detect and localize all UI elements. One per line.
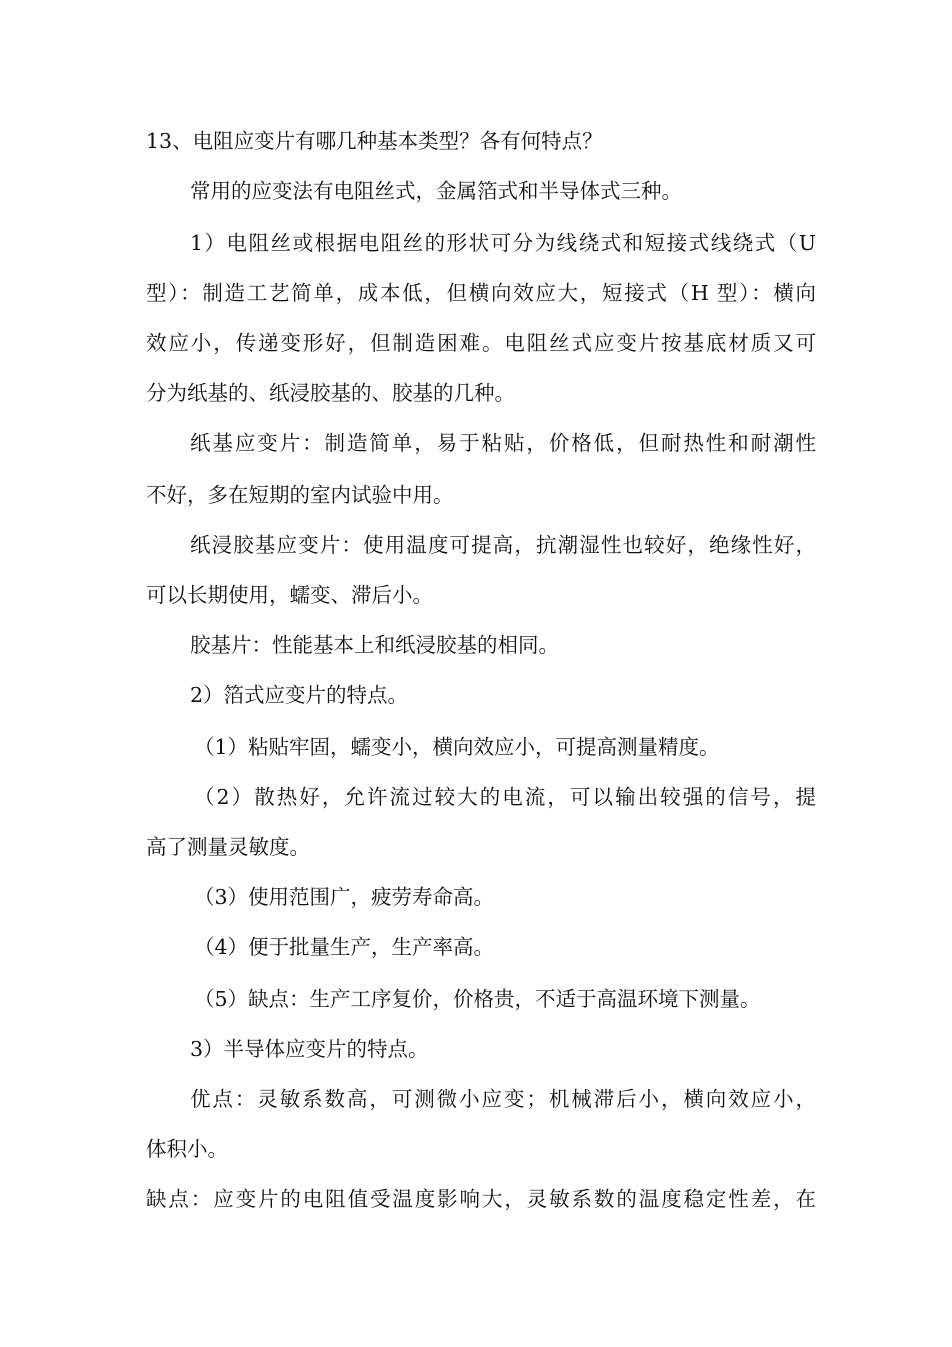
resistance-wire-line-2: 型）：制造工艺简单，成本低，但横向效应大，短接式（H 型）：横向	[146, 281, 816, 305]
foil-heading: 2）箔式应变片的特点。	[190, 683, 409, 707]
foil-point-2-line-1: （2）散热好，允许流过较大的电流，可以输出较强的信号，提	[194, 785, 816, 809]
paper-glue-base-line-1: 纸浸胶基应变片：使用温度可提高，抗潮湿性也较好，绝缘性好，	[190, 533, 816, 557]
foil-point-2-line-2: 高了测量灵敏度。	[146, 835, 310, 859]
foil-point-1: （1）粘贴牢固，蠕变小，横向效应小，可提高测量精度。	[194, 735, 720, 759]
resistance-wire-line-4: 分为纸基的、纸浸胶基的、胶基的几种。	[146, 381, 515, 405]
resistance-wire-line-3: 效应小，传递变形好，但制造困难。电阻丝式应变片按基底材质又可	[146, 331, 816, 355]
intro-paragraph: 常用的应变法有电阻丝式，金属箔式和半导体式三种。	[190, 179, 682, 203]
paper-base-line-2: 不好，多在短期的室内试验中用。	[146, 483, 454, 507]
foil-point-4: （4）便于批量生产，生产率高。	[194, 935, 495, 959]
glue-base-paragraph: 胶基片：性能基本上和纸浸胶基的相同。	[190, 633, 559, 657]
disadvantages-line-1: 缺点：应变片的电阻值受温度影响大，灵敏系数的温度稳定性差，在	[146, 1187, 816, 1211]
foil-point-3: （3）使用范围广，疲劳寿命高。	[194, 885, 495, 909]
paper-base-line-1: 纸基应变片：制造简单，易于粘贴，价格低，但耐热性和耐潮性	[190, 431, 816, 455]
advantages-line-2: 体积小。	[146, 1137, 228, 1161]
advantages-line-1: 优点：灵敏系数高，可测微小应变；机械滞后小，横向效应小，	[190, 1087, 816, 1111]
resistance-wire-line-1: 1）电阻丝或根据电阻丝的形状可分为线绕式和短接式线绕式（U	[190, 231, 816, 255]
foil-point-5: （5）缺点：生产工序复价，价格贵，不适于高温环境下测量。	[194, 987, 761, 1011]
paper-glue-base-line-2: 可以长期使用，蠕变、滞后小。	[146, 583, 433, 607]
semiconductor-heading: 3）半导体应变片的特点。	[190, 1037, 429, 1061]
question-heading: 13、电阻应变片有哪几种基本类型？各有何特点？	[146, 129, 603, 153]
